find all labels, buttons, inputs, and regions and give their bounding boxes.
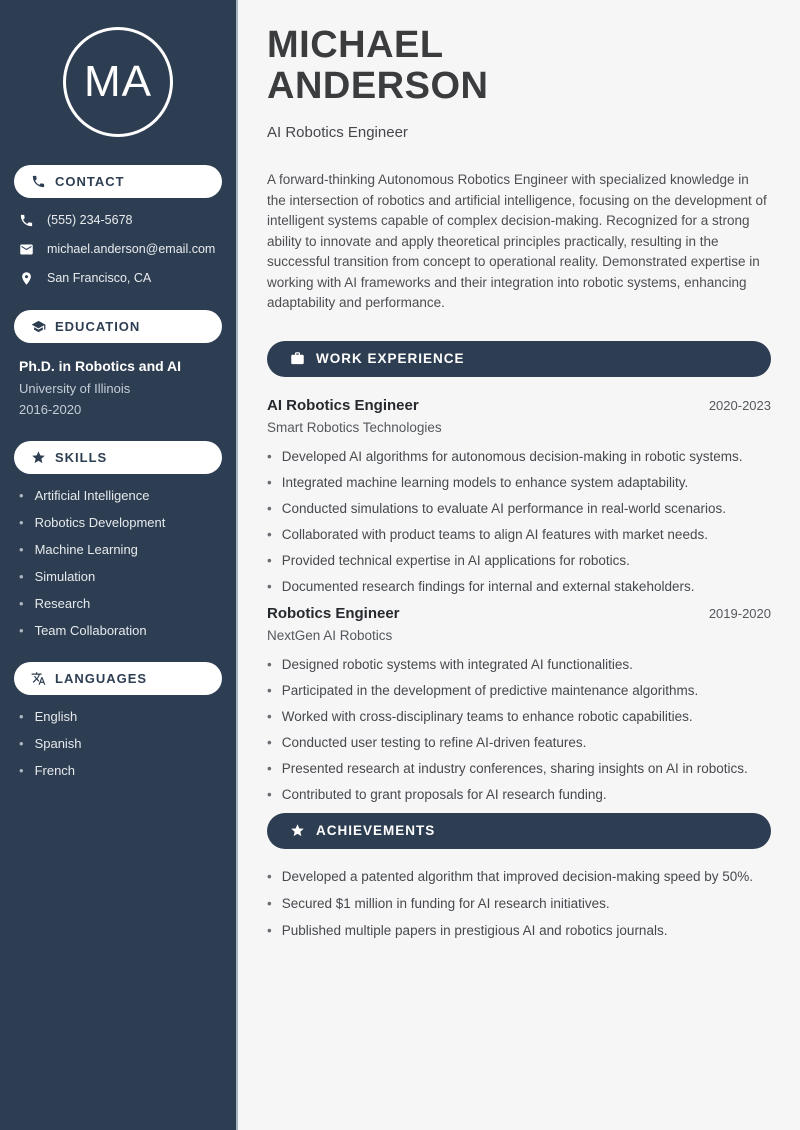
skills-section-title: SKILLS — [55, 450, 108, 465]
contact-location — [19, 270, 217, 286]
job-header — [267, 605, 771, 622]
languages-section-header — [14, 662, 222, 695]
contact-email — [19, 241, 217, 257]
achievements-list — [267, 869, 771, 938]
email-address: michael.anderson@email.com — [47, 242, 216, 256]
job-entry — [267, 605, 771, 802]
job-bullet: • Developed AI algorithms for autonomous decision-making in robotic systems. — [267, 449, 771, 464]
job-bullet: • Participated in the development of predictive maintenance algorithms. — [267, 683, 771, 698]
contact-section-header — [14, 165, 222, 198]
candidate-name: MICHAEL ANDERSON — [267, 24, 489, 108]
contact-section-title: CONTACT — [55, 174, 125, 189]
job-bullet-list — [267, 657, 771, 802]
job-dates: 2019-2020 — [708, 605, 771, 621]
star-icon — [290, 823, 305, 838]
contact-phone — [19, 212, 217, 228]
star-icon — [31, 450, 46, 465]
job-entry — [267, 397, 771, 594]
languages-list — [14, 709, 222, 778]
phone-number: (555) 234-5678 — [47, 213, 133, 227]
job-company: NextGen AI Robotics — [267, 627, 393, 643]
job-bullet: • Designed robotic systems with integrated AI functionalities. — [267, 657, 771, 672]
skills-section-header — [14, 441, 222, 474]
translate-icon — [31, 671, 46, 686]
job-bullet: • Integrated machine learning models to enhance system adaptability. — [267, 475, 771, 490]
skill-item: • Research — [19, 596, 217, 611]
summary-paragraph: A forward-thinking Autonomous Robotics Engineer with specialized knowledge in the intersection of robotics and artificial intelligence, focusing on the development of intelligent systems capable of complex decision-making. Recognized for a strong ability to innovate and apply theoretical principles practically, resulting in the successful transition from concept to operational reality. Demonstrated expertise in working with AI frameworks and their integration into robotic systems, enhancing adaptability and performance. — [267, 172, 767, 311]
education-entry — [14, 358, 222, 417]
avatar — [63, 27, 173, 137]
language-item: • English — [19, 709, 217, 724]
languages-section-title: LANGUAGES — [55, 671, 148, 686]
skill-item: • Artificial Intelligence — [19, 488, 217, 503]
job-bullet: • Collaborated with product teams to align AI features with market needs. — [267, 527, 771, 542]
achievement-bullet: • Secured $1 million in funding for AI research initiatives. — [267, 896, 771, 911]
phone-icon — [19, 213, 34, 228]
job-header — [267, 397, 771, 414]
skill-item: • Simulation — [19, 569, 217, 584]
education-school: University of Illinois — [19, 381, 131, 396]
job-bullet: • Presented research at industry conferences, sharing insights on AI in robotics. — [267, 761, 771, 776]
briefcase-icon — [290, 351, 305, 366]
location-icon — [19, 271, 34, 286]
work-experience-section-header — [267, 341, 771, 377]
phone-icon — [31, 174, 46, 189]
education-years: 2016-2020 — [19, 402, 82, 417]
sidebar — [0, 0, 238, 1130]
achievement-bullet: • Developed a patented algorithm that improved decision-making speed by 50%. — [267, 869, 771, 884]
email-icon — [19, 242, 34, 257]
achievement-bullet: • Published multiple papers in prestigious AI and robotics journals. — [267, 923, 771, 938]
job-bullet: • Worked with cross-disciplinary teams to enhance robotic capabilities. — [267, 709, 771, 724]
skill-item: • Team Collaboration — [19, 623, 217, 638]
job-role: AI Robotics Engineer — [267, 396, 419, 414]
job-bullet: • Contributed to grant proposals for AI research funding. — [267, 787, 771, 802]
job-dates: 2020-2023 — [708, 397, 771, 413]
job-bullet-list — [267, 449, 771, 594]
job-bullet: • Provided technical expertise in AI applications for robotics. — [267, 553, 771, 568]
avatar-initials: MA — [84, 57, 152, 106]
education-degree: Ph.D. in Robotics and AI — [19, 358, 182, 374]
language-item: • French — [19, 763, 217, 778]
education-section-header — [14, 310, 222, 343]
skill-item: • Robotics Development — [19, 515, 217, 530]
work-experience-section-title: WORK EXPERIENCE — [316, 351, 465, 367]
contact-list — [14, 212, 222, 286]
graduation-cap-icon — [31, 319, 46, 334]
job-role: Robotics Engineer — [267, 604, 400, 622]
candidate-title: AI Robotics Engineer — [267, 124, 408, 142]
main-content — [238, 0, 800, 1130]
achievements-section-header — [267, 813, 771, 849]
job-bullet: • Documented research findings for internal and external stakeholders. — [267, 579, 771, 594]
job-company: Smart Robotics Technologies — [267, 419, 442, 435]
achievements-section-title: ACHIEVEMENTS — [316, 823, 436, 839]
skill-item: • Machine Learning — [19, 542, 217, 557]
job-bullet: • Conducted simulations to evaluate AI performance in real-world scenarios. — [267, 501, 771, 516]
location-text: San Francisco, CA — [47, 271, 152, 285]
skills-list — [14, 488, 222, 638]
education-section-title: EDUCATION — [55, 319, 141, 334]
language-item: • Spanish — [19, 736, 217, 751]
job-bullet: • Conducted user testing to refine AI-driven features. — [267, 735, 771, 750]
